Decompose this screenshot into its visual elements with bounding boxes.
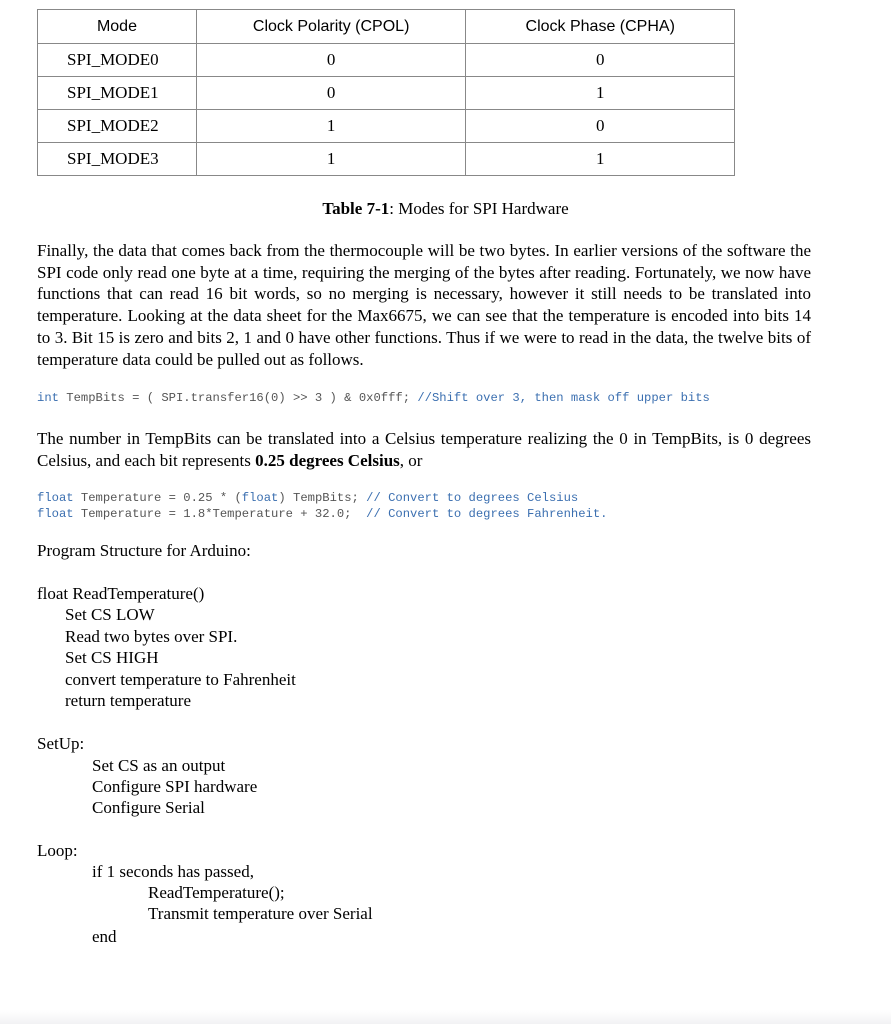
header-mode: Mode <box>38 10 197 44</box>
table-row <box>38 110 735 143</box>
code-body: ) TempBits; <box>278 491 367 505</box>
page-bottom-edge <box>0 1010 891 1024</box>
table-row <box>38 143 735 176</box>
read-step: Set CS LOW <box>65 605 155 624</box>
header-cpol: Clock Polarity (CPOL) <box>196 10 466 44</box>
loop-end: end <box>92 927 117 946</box>
header-cpha: Clock Phase (CPHA) <box>466 10 735 44</box>
setup-step: Set CS as an output <box>92 756 226 775</box>
paragraph-celsius-text: The number in TempBits can be translated into a Celsius temperature realizing the 0 in TempBits, is 0 degrees Celsius, and each bit represents <box>37 429 811 470</box>
read-step: Set CS HIGH <box>65 648 159 667</box>
table-row <box>38 44 735 77</box>
cell-cpha: 1 <box>466 143 735 176</box>
caption-label: Table 7-1 <box>322 199 390 218</box>
code-comment: // Convert to degrees Celsius <box>366 491 579 505</box>
read-function-signature: float ReadTemperature() <box>37 584 205 603</box>
code-body: Temperature = 0.25 * ( <box>73 491 242 505</box>
cell-mode: SPI_MODE1 <box>38 77 197 110</box>
read-step: return temperature <box>65 691 192 710</box>
loop-step: ReadTemperature(); <box>148 883 285 902</box>
loop-step: Transmit temperature over Serial <box>148 904 373 923</box>
cell-cpha: 0 <box>466 110 735 143</box>
paragraph-thermocouple: Finally, the data that comes back from the thermocouple will be two bytes. In earlier versions of the software the SPI code only read one byte at a time, requiring the merging of the bytes after reading. Fortunately, we now have functions that can read 16 bit words, so no merging is necessary, however it still needs to be translated into temperature. Looking at the data sheet for the Max6675, we can see that the temperature is encoded into bits 14 to 3. Bit 15 is zero and bits 2, 1 and 0 have other functions. Thus if we were to read in the data, the twelve bits of temperature data could be pulled out as follows. <box>37 241 811 369</box>
table-caption <box>0 199 891 219</box>
setup-label: SetUp: <box>37 734 85 753</box>
caption-text: : Modes for SPI Hardware <box>389 199 569 218</box>
code-keyword: float <box>241 491 279 505</box>
code-body: TempBits = ( SPI.transfer16(0) >> 3 ) & 0x0fff; <box>58 391 418 405</box>
paragraph-celsius <box>37 428 811 471</box>
table-row <box>38 77 735 110</box>
table-header-row <box>38 10 735 44</box>
paragraph-celsius-tail: , or <box>399 450 423 470</box>
cell-cpol: 0 <box>196 44 466 77</box>
read-step: Read two bytes over SPI. <box>65 627 238 646</box>
spi-modes-table <box>37 9 735 176</box>
loop-label: Loop: <box>37 841 78 860</box>
code-comment: // Convert to degrees Fahrenheit. <box>366 507 608 521</box>
loop-condition: if 1 seconds has passed, <box>92 862 254 881</box>
code-comment: //Shift over 3, then mask off upper bits <box>417 391 710 405</box>
code-conversion <box>37 490 608 522</box>
code-tempbits <box>37 390 710 406</box>
setup-step: Configure Serial <box>92 798 205 817</box>
cell-mode: SPI_MODE3 <box>38 143 197 176</box>
cell-cpha: 1 <box>466 77 735 110</box>
program-heading: Program Structure for Arduino: <box>37 541 251 560</box>
cell-cpha: 0 <box>466 44 735 77</box>
read-step: convert temperature to Fahrenheit <box>65 670 296 689</box>
cell-mode: SPI_MODE2 <box>38 110 197 143</box>
code-keyword: float <box>37 507 74 521</box>
cell-cpol: 1 <box>196 110 466 143</box>
code-body: Temperature = 1.8*Temperature + 32.0; <box>73 507 367 521</box>
code-keyword: int <box>37 391 59 405</box>
cell-cpol: 0 <box>196 77 466 110</box>
code-keyword: float <box>37 491 74 505</box>
cell-cpol: 1 <box>196 143 466 176</box>
paragraph-celsius-bold: 0.25 degrees Celsius <box>255 450 400 470</box>
cell-mode: SPI_MODE0 <box>38 44 197 77</box>
setup-step: Configure SPI hardware <box>92 777 258 796</box>
